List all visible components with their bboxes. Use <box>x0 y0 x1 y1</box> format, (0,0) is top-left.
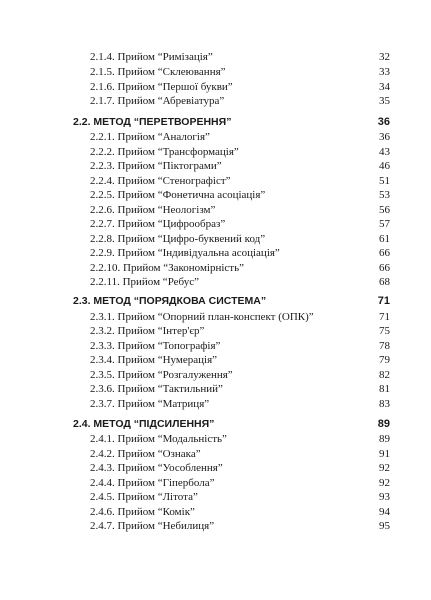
toc-entry <box>0 80 431 94</box>
toc-page-number: 51 <box>379 175 390 187</box>
toc-page-number: 46 <box>379 160 390 172</box>
toc-page-number: 75 <box>379 325 390 337</box>
toc-section-title: 2.4. МЕТОД “ПІДСИЛЕННЯ” <box>73 418 215 430</box>
toc-entry-title: 2.1.5. Прийом “Склеювання” <box>90 66 226 78</box>
toc-entry <box>0 519 431 533</box>
toc-entry-title: 2.3.7. Прийом “Матриця” <box>90 398 210 410</box>
toc-entry-title: 2.3.1. Прийом “Опорний план-конспект (ОПК)” <box>90 311 314 323</box>
toc-section-title: 2.2. МЕТОД “ПЕРЕТВОРЕННЯ” <box>73 116 232 128</box>
toc-page-number: 53 <box>379 189 390 201</box>
toc-entry-title: 2.2.4. Прийом “Стенографіст” <box>90 175 231 187</box>
toc-entry-title: 2.1.6. Прийом “Першої букви” <box>90 81 233 93</box>
toc-entry-title: 2.4.3. Прийом “Уособлення” <box>90 462 223 474</box>
toc-page-number: 56 <box>379 204 390 216</box>
toc-page-number: 35 <box>379 95 390 107</box>
toc-page-number: 83 <box>379 398 390 410</box>
toc-entry <box>0 382 431 396</box>
toc-entry-title: 2.4.4. Прийом “Гіпербола” <box>90 477 215 489</box>
toc-entry <box>0 275 431 289</box>
toc-page-number: 92 <box>379 477 390 489</box>
toc-entry <box>0 145 431 159</box>
toc-entry <box>0 505 431 519</box>
toc-entry <box>0 65 431 79</box>
toc-entry <box>0 476 431 490</box>
toc-entry <box>0 397 431 411</box>
toc-entry <box>0 94 431 108</box>
toc-entry-title: 2.2.10. Прийом “Закономірність” <box>90 262 245 274</box>
toc-entry <box>0 310 431 324</box>
toc-page-number: 68 <box>379 276 390 288</box>
toc-page-number: 66 <box>379 247 390 259</box>
toc-entry-title: 2.2.5. Прийом “Фонетична асоціація” <box>90 189 266 201</box>
toc-entry-title: 2.4.7. Прийом “Небилиця” <box>90 520 215 532</box>
toc-entry <box>0 188 431 202</box>
toc-section-heading <box>0 294 431 308</box>
toc-entry <box>0 432 431 446</box>
toc-page-number: 78 <box>379 340 390 352</box>
toc-page-number: 66 <box>379 262 390 274</box>
toc-entry <box>0 324 431 338</box>
toc-entry <box>0 447 431 461</box>
toc-entry <box>0 130 431 144</box>
toc-entry <box>0 217 431 231</box>
toc-section-page-number: 89 <box>377 418 390 430</box>
toc-page-number: 89 <box>379 433 390 445</box>
toc-entry-title: 2.2.8. Прийом “Цифро-буквений код” <box>90 233 266 245</box>
toc-entry <box>0 490 431 504</box>
toc-page-number: 93 <box>379 491 390 503</box>
toc-page-number: 82 <box>379 369 390 381</box>
toc-entry-title: 2.3.5. Прийом “Розгалуження” <box>90 369 233 381</box>
toc-page-number: 61 <box>379 233 390 245</box>
toc-entry-title: 2.2.9. Прийом “Індивідуальна асоціація” <box>90 247 280 259</box>
toc-page-number: 92 <box>379 462 390 474</box>
toc-entry-title: 2.4.2. Прийом “Ознака” <box>90 448 201 460</box>
toc-entry-title: 2.2.1. Прийом “Аналогія” <box>90 131 210 143</box>
toc-entry <box>0 461 431 475</box>
toc-entry <box>0 174 431 188</box>
toc-page-number: 43 <box>379 146 390 158</box>
toc-entry <box>0 203 431 217</box>
toc-entry-title: 2.3.4. Прийом “Нумерація” <box>90 354 218 366</box>
toc-page-number: 32 <box>379 51 390 63</box>
toc-entry <box>0 232 431 246</box>
toc-page-number: 94 <box>379 506 390 518</box>
toc-entry-title: 2.3.2. Прийом “Інтер'єр” <box>90 325 205 337</box>
toc-entry <box>0 50 431 64</box>
toc-section-page-number: 71 <box>377 295 390 307</box>
toc-entry <box>0 339 431 353</box>
toc-entry-title: 2.4.5. Прийом “Літота” <box>90 491 198 503</box>
toc-entry <box>0 246 431 260</box>
toc-section-page-number: 36 <box>377 116 390 128</box>
toc-entry-title: 2.2.7. Прийом “Цифрообраз” <box>90 218 226 230</box>
toc-entry-title: 2.4.1. Прийом “Модальність” <box>90 433 227 445</box>
toc-page-number: 57 <box>379 218 390 230</box>
toc-section-heading <box>0 115 431 129</box>
toc-page-number: 91 <box>379 448 390 460</box>
toc-entry-title: 2.1.7. Прийом “Абревіатура” <box>90 95 225 107</box>
toc-entry-title: 2.3.3. Прийом “Топографія” <box>90 340 221 352</box>
toc-entry-title: 2.2.2. Прийом “Трансформація” <box>90 146 239 158</box>
toc-page-number: 34 <box>379 81 390 93</box>
toc-entry-title: 2.4.6. Прийом “Комік” <box>90 506 195 518</box>
toc-entry-title: 2.2.11. Прийом “Ребус” <box>90 276 199 288</box>
toc-entry-title: 2.2.6. Прийом “Неологізм” <box>90 204 216 216</box>
toc-page-number: 95 <box>379 520 390 532</box>
toc-page-number: 81 <box>379 383 390 395</box>
toc-entry-title: 2.3.6. Прийом “Тактильний” <box>90 383 223 395</box>
toc-page-number: 71 <box>379 311 390 323</box>
toc-entry-title: 2.1.4. Прийом “Римізація” <box>90 51 213 63</box>
toc-entry <box>0 159 431 173</box>
toc-entry <box>0 353 431 367</box>
toc-page-number: 79 <box>379 354 390 366</box>
toc-page-number: 36 <box>379 131 390 143</box>
toc-page-number: 33 <box>379 66 390 78</box>
toc-entry <box>0 368 431 382</box>
toc-section-title: 2.3. МЕТОД “ПОРЯДКОВА СИСТЕМА” <box>73 295 267 307</box>
toc-entry <box>0 261 431 275</box>
toc-entry-title: 2.2.3. Прийом “Піктограми” <box>90 160 222 172</box>
toc-section-heading <box>0 417 431 431</box>
